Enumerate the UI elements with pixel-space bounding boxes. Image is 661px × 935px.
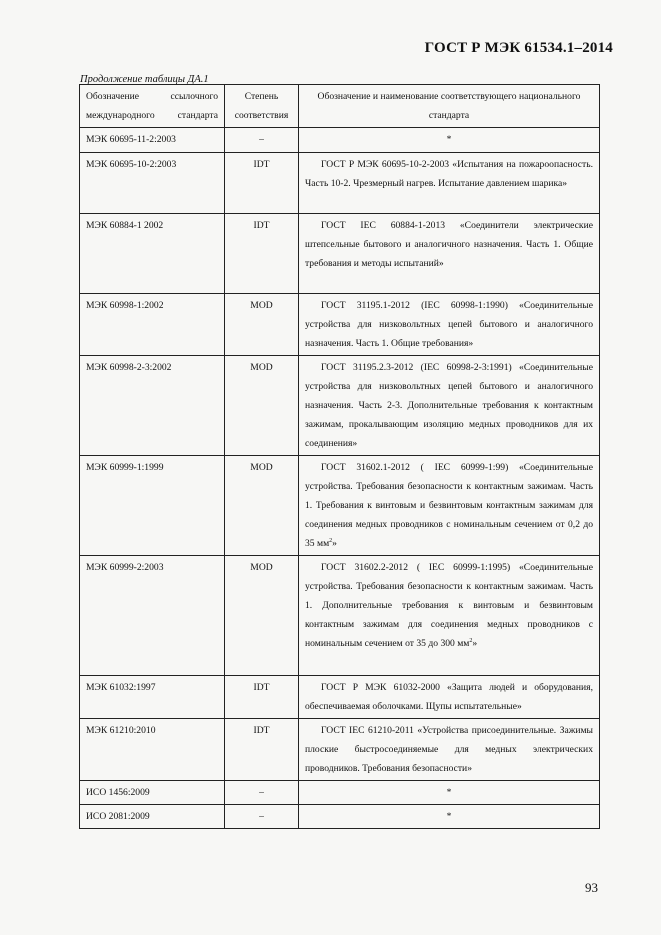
document-header: ГОСТ Р МЭК 61534.1–2014 xyxy=(424,40,613,56)
national-standard-cell: ГОСТ IEC 61210-2011 «Устройства присоединительные. Зажимы плоские быстросоединяемые для медных электрических проводников. Требования безопасности» xyxy=(299,719,600,781)
column-header-degree: Степень соответствия xyxy=(225,85,299,128)
national-standard-cell: ГОСТ 31195.1-2012 (IEC 60998-1:1990) «Соединительные устройства для низковольтных цепей бытового и аналогичного назначения. Часть 1. Общие требования» xyxy=(299,294,600,356)
national-standard-cell xyxy=(299,556,600,676)
table-caption: Продолжение таблицы ДА.1 xyxy=(80,74,209,85)
reference-standards-table xyxy=(79,84,600,829)
international-standard-cell: МЭК 60999-1:1999 xyxy=(80,456,225,556)
national-standard-text: ГОСТ 31602.2-2012 ( IEC 60999-1:1995) «Соединительные устройства. Требования безопасности к контактным зажимам. Часть 1. Дополнительные требования к винтовым и безвинтовым контактным зажимам для соединения медных проводников с номинальным сечением от 35 до 300 мм xyxy=(305,562,593,649)
international-standard-cell: МЭК 60999-2:2003 xyxy=(80,556,225,676)
national-standard-cell: ГОСТ 31195.2.3-2012 (IEC 60998-2-3:1991) «Соединительные устройства для низковольтных цепей бытового и аналогичного назначения. Часть 2-3. Дополнительные требования к контактным зажимам, прокалывающим изоляцию медных проводников для их соединения» xyxy=(299,356,600,456)
table-row xyxy=(80,153,600,214)
international-standard-cell: МЭК 61032:1997 xyxy=(80,676,225,719)
degree-cell: MOD xyxy=(225,356,299,456)
degree-cell: MOD xyxy=(225,556,299,676)
table-row xyxy=(80,676,600,719)
degree-cell: MOD xyxy=(225,294,299,356)
page-number: 93 xyxy=(585,880,598,895)
degree-cell: – xyxy=(225,805,299,829)
degree-cell: IDT xyxy=(225,676,299,719)
national-standard-text: ГОСТ 31602.1-2012 ( IEC 60999-1:99) «Соединительные устройства. Требования безопасности к контактным зажимам. Часть 1. Требования к винтовым и безвинтовым контактным зажимам для соединения медных проводников с номинальным сечением от 0,2 до 35 мм xyxy=(305,462,593,549)
table-row xyxy=(80,556,600,676)
superscript: 2 xyxy=(469,637,473,644)
national-standard-cell: ГОСТ Р МЭК 60695-10-2-2003 «Испытания на пожароопасность. Часть 10-2. Чрезмерный нагрев. Испытание давлением шарика» xyxy=(299,153,600,214)
international-standard-cell: МЭК 61210:2010 xyxy=(80,719,225,781)
table-row xyxy=(80,781,600,805)
table-row xyxy=(80,356,600,456)
table-row xyxy=(80,805,600,829)
degree-cell: – xyxy=(225,128,299,153)
table-row xyxy=(80,719,600,781)
table-row xyxy=(80,214,600,294)
national-standard-cell xyxy=(299,456,600,556)
table-row xyxy=(80,456,600,556)
degree-cell: IDT xyxy=(225,153,299,214)
table-row xyxy=(80,128,600,153)
national-standard-cell: * xyxy=(299,805,600,829)
international-standard-cell: МЭК 60998-1:2002 xyxy=(80,294,225,356)
international-standard-cell: МЭК 60695-11-2:2003 xyxy=(80,128,225,153)
national-standard-cell: ГОСТ Р МЭК 61032-2000 «Защита людей и оборудования, обеспечиваемая оболочками. Щупы испытательные» xyxy=(299,676,600,719)
superscript: 2 xyxy=(329,537,333,544)
table-header-row xyxy=(80,85,600,128)
column-header-international-standard: Обозначение ссылочного международного стандарта xyxy=(80,85,225,128)
table-row xyxy=(80,294,600,356)
international-standard-cell: МЭК 60998-2-3:2002 xyxy=(80,356,225,456)
degree-cell: IDT xyxy=(225,719,299,781)
national-standard-cell: * xyxy=(299,781,600,805)
closing-quote: » xyxy=(472,638,478,649)
degree-cell: – xyxy=(225,781,299,805)
column-header-national-standard: Обозначение и наименование соответствующего национального стандарта xyxy=(299,85,600,128)
international-standard-cell: ИСО 2081:2009 xyxy=(80,805,225,829)
international-standard-cell: ИСО 1456:2009 xyxy=(80,781,225,805)
national-standard-cell: * xyxy=(299,128,600,153)
degree-cell: IDT xyxy=(225,214,299,294)
degree-cell: MOD xyxy=(225,456,299,556)
international-standard-cell: МЭК 60695-10-2:2003 xyxy=(80,153,225,214)
international-standard-cell: МЭК 60884-1 2002 xyxy=(80,214,225,294)
national-standard-cell: ГОСТ IEC 60884-1-2013 «Соединители электрические штепсельные бытового и аналогичного назначения. Часть 1. Общие требования и методы испытаний» xyxy=(299,214,600,294)
closing-quote: » xyxy=(332,538,337,549)
